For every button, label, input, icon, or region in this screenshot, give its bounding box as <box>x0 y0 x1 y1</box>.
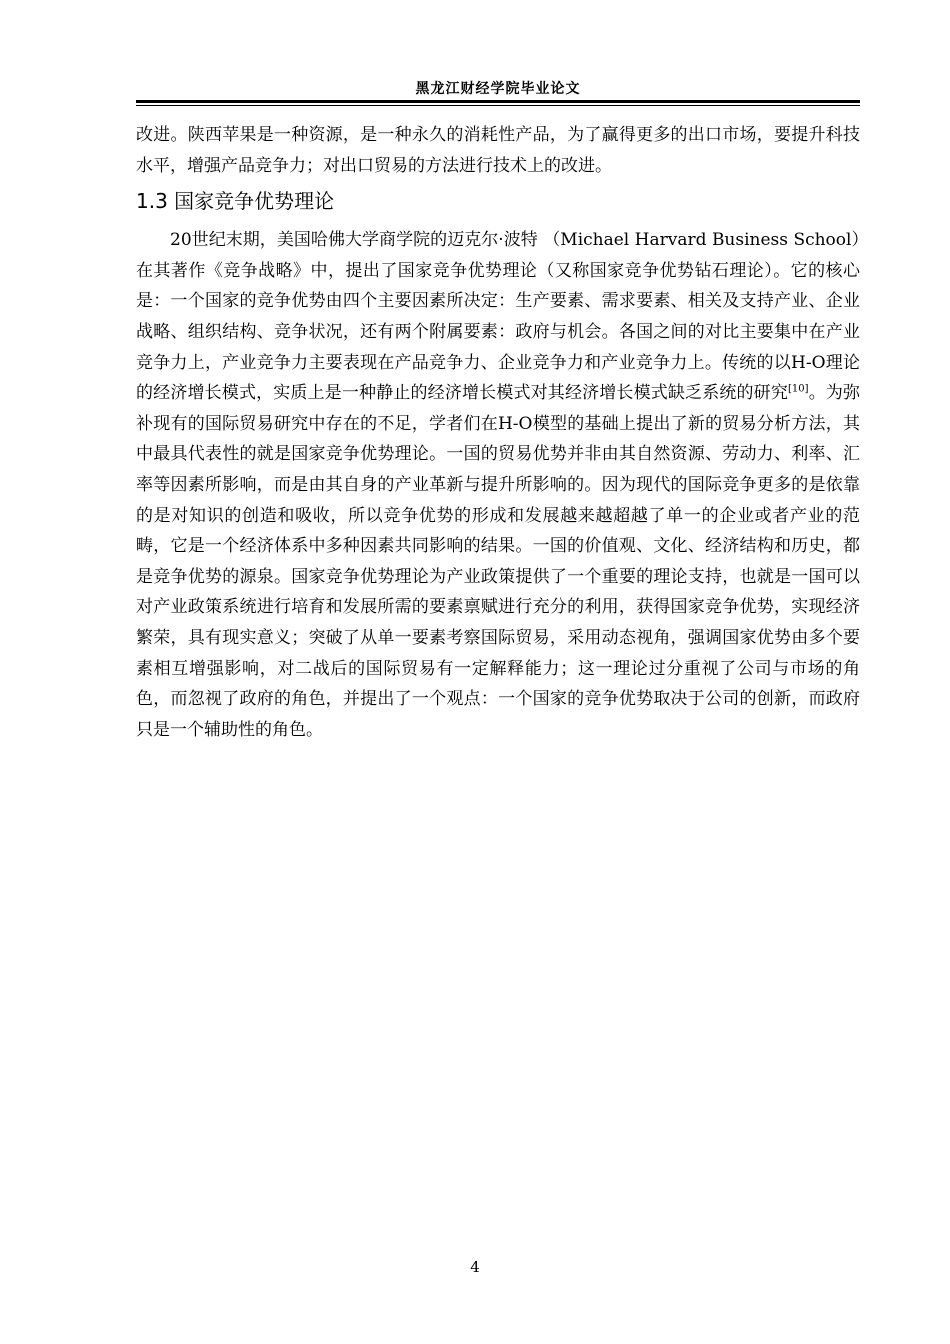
main-paragraph <box>136 225 860 745</box>
continued-paragraph: 改进。陕西苹果是一种资源，是一种永久的消耗性产品，为了赢得更多的出口市场，要提升科技水平，增强产品竞争力；对出口贸易的方法进行技术上的改进。 <box>136 125 860 176</box>
page-number: 4 <box>470 1258 480 1276</box>
header-rule-thick <box>136 100 860 103</box>
citation-superscript: [10] <box>788 383 809 395</box>
page-body <box>136 120 860 745</box>
main-paragraph-part1: 20世纪末期，美国哈佛大学商学院的迈克尔·波特 （Michael Harvard Business School）在其著作《竞争战略》中，提出了国家竞争优势理论（又称国家竞争优势钻石理论）。它的核心是：一个国家的竞争优势由四个主要因素所决定：生产要素、需求要素、相关及支持产业、企业战略、组织结构、竞争状况，还有两个附属要素：政府与机会。各国之间的对比主要集中在产业竞争力上，产业竞争力主要表现在产品竞争力、企业竞争力和产业竞争力上。传统的以H-O理论的经济增长模式，实质上是一种静止的经济增长模式对其经济增长模式缺乏系统的研究 <box>136 230 860 404</box>
header-rule-thin <box>136 105 860 106</box>
running-header-title: 黑龙江财经学院毕业论文 <box>415 81 581 97</box>
section-heading: 1.3 国家竞争优势理论 <box>136 189 335 214</box>
main-paragraph-part2: 。为弥补现有的国际贸易研究中存在的不足，学者们在H-O模型的基础上提出了新的贸易分析方法，其中最具代表性的就是国家竞争优势理论。一国的贸易优势并非由其自然资源、劳动力、利率、汇率等因素所影响，而是由其自身的产业革新与提升所影响的。因为现代的国际竞争更多的是依靠的是对知识的创造和吸收，所以竞争优势的形成和发展越来越超越了单一的企业或者产业的范畴，它是一个经济体系中多种因素共同影响的结果。一国的价值观、文化、经济结构和历史，都是竞争优势的源泉。国家竞争优势理论为产业政策提供了一个重要的理论支持，也就是一国可以对产业政策系统进行培育和发展所需的要素禀赋进行充分的利用，获得国家竞争优势，实现经济繁荣，具有现实意义；突破了从单一要素考察国际贸易，采用动态视角，强调国家优势由多个要素相互增强影响，对二战后的国际贸易有一定解释能力；这一理论过分重视了公司与市场的角色，而忽视了政府的角色，并提出了一个观点：一个国家的竞争优势取决于公司的创新，而政府只是一个辅助性的角色。 <box>136 383 861 740</box>
